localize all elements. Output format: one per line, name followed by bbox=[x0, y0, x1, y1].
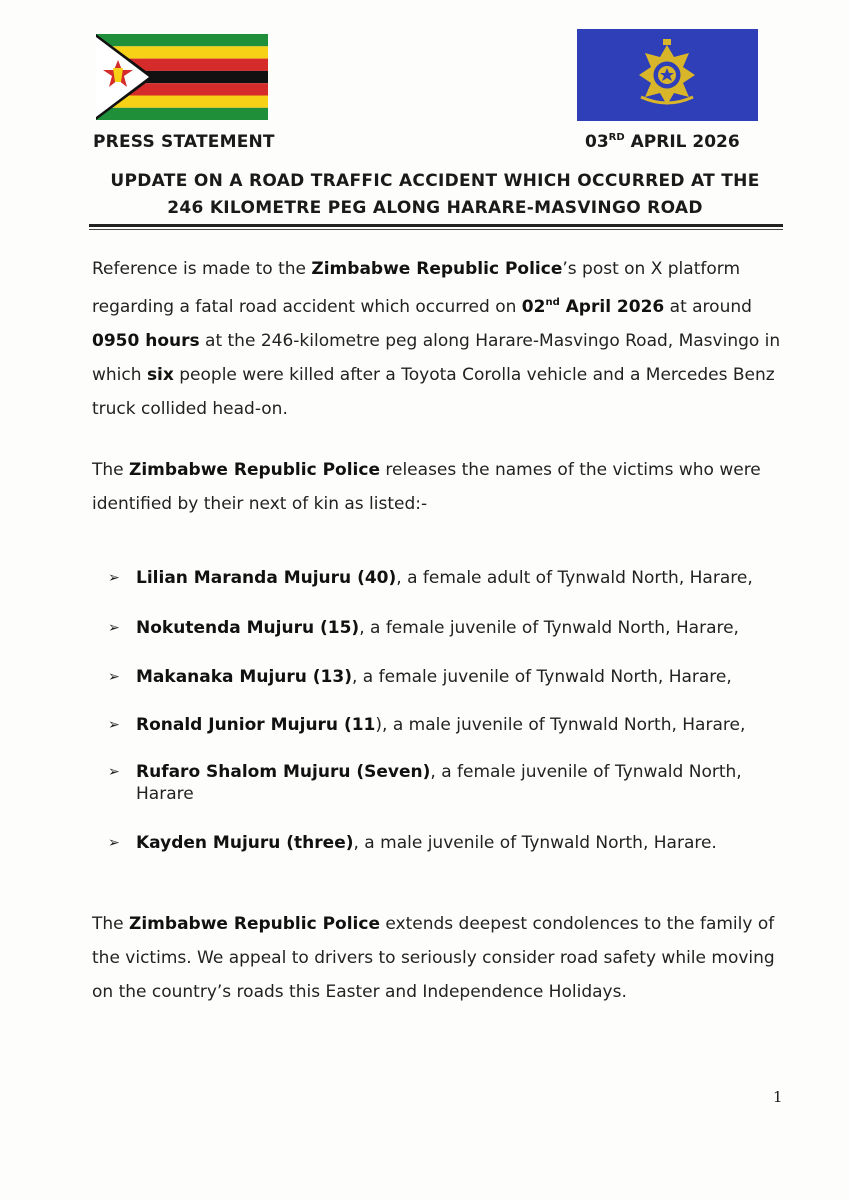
headline-line-2: 246 KILOMETRE PEG ALONG HARARE-MASVINGO ROAD bbox=[167, 198, 703, 218]
intro-paragraph: Reference is made to the Zimbabwe Republic Police’s post on X platform regarding a fatal road accident which occurred on 02nd April 2026 at around 0950 hours at the 246-kilometre peg along Harare-Masvingo Road, Masvingo in which six people were killed after a Toyota Corolla vehicle and a Mercedes Benz truck collided head-on. bbox=[92, 259, 781, 419]
bullet-arrow-icon: ➢ bbox=[108, 717, 120, 733]
zrp-police-flag-icon bbox=[577, 29, 758, 121]
condolences-paragraph: The Zimbabwe Republic Police extends deepest condolences to the family of the victims. We appeal to drivers to seriously consider road safety while moving on the country’s roads this Easter and Independence Holidays. bbox=[92, 914, 775, 1002]
bullet-arrow-icon: ➢ bbox=[108, 620, 120, 636]
zimbabwe-flag-icon bbox=[96, 34, 268, 120]
headline-divider bbox=[89, 224, 783, 227]
press-statement-page: PRESS STATEMENT 03RD APRIL 2026 UPDATE ON A ROAD TRAFFIC ACCIDENT WHICH OCCURRED AT THE 246 KILOMETRE PEG ALONG HARARE-MASVINGO ROAD Reference is made to the Zimbabwe Republic Police’s post on X platform regarding a fatal road accident which occurred on 02nd April 2026 at around 0950 hours at the 246-kilometre peg along Harare-Masvingo Road, Masvingo in which six people were killed after a Toyota Corolla vehicle and a Mercedes Benz truck collided head-on. The Zimbabwe Republic Police releases the names of the victims who were identified by their next of kin as listed:- ➢ Lilian Maranda Mujuru (40), a female adult of Tynwald North, Harare, ➢ Nokutenda Mujuru (15), a female juvenile of Tynwald North, Harare, ➢ Makanaka Mujuru (13), a female juvenile of Tynwald North, Harare, ➢ Ronald Junior Mujuru (11), a male juvenile of Tynwald North, Harare, ➢ Rufaro Shalom Mujuru (Seven), a female juvenile of Tynwald North, Harare ➢ Kayden Mujuru (three), a male juvenile of Tynwald North, Harare. The Zimbabwe Republic Police extends deepest condolences to the family of the victims. We appeal to drivers to seriously consider road safety while moving on the country’s roads this Easter and Independence Holidays. 1 bbox=[0, 0, 849, 1200]
statement-date: 03RD APRIL 2026 bbox=[585, 132, 740, 152]
page-number: 1 bbox=[773, 1088, 783, 1106]
bullet-arrow-icon: ➢ bbox=[108, 669, 120, 685]
press-statement-label: PRESS STATEMENT bbox=[93, 132, 275, 152]
headline-divider-thin bbox=[89, 229, 783, 230]
victims-intro-paragraph: The Zimbabwe Republic Police releases the names of the victims who were identified by their next of kin as listed:- bbox=[92, 460, 761, 514]
headline-line-1: UPDATE ON A ROAD TRAFFIC ACCIDENT WHICH OCCURRED AT THE bbox=[110, 171, 760, 191]
bullet-arrow-icon: ➢ bbox=[108, 570, 120, 586]
bullet-arrow-icon: ➢ bbox=[108, 764, 120, 780]
bullet-arrow-icon: ➢ bbox=[108, 835, 120, 851]
